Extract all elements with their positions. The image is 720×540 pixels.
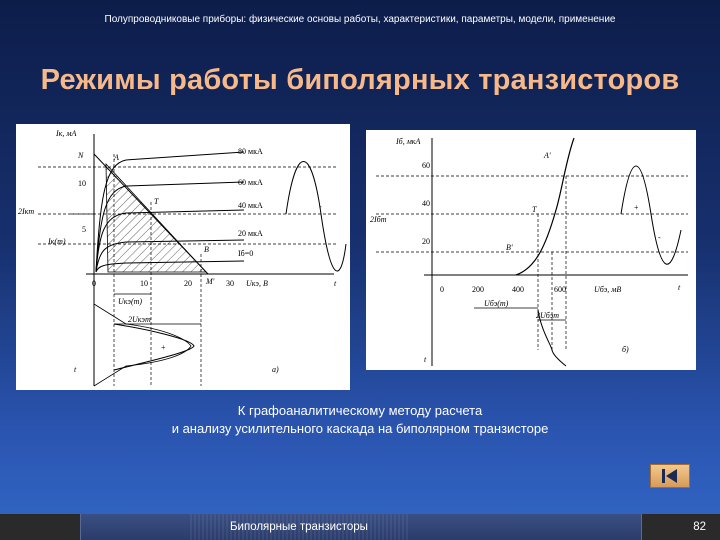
y-axis-label: Iк, мА (56, 129, 77, 138)
left-label: 2Iбm (370, 215, 387, 224)
y-tick: 40 (422, 199, 430, 208)
point-label: B' (506, 243, 513, 252)
x-axis-label: Uбэ, мВ (594, 285, 622, 294)
bottom-label: t (74, 365, 77, 374)
left-label: 2Iкm (18, 207, 35, 216)
bottom-label: 2Uкэm (128, 315, 151, 324)
page-number: 82 (693, 521, 706, 533)
point-label: A (114, 153, 119, 162)
point-label: T (532, 205, 537, 214)
output-characteristics-figure (16, 124, 350, 390)
x-tick: 600 (554, 285, 566, 294)
point-label: M' (206, 277, 215, 286)
bottom-label: a) (272, 365, 279, 374)
x-tick: 10 (140, 279, 148, 288)
point-label: T (154, 197, 159, 206)
bottom-label: 2Uбэm (536, 311, 559, 320)
curve-label: 40 мкА (238, 201, 263, 210)
input-characteristic-figure (366, 130, 696, 370)
y-tick: 60 (422, 161, 430, 170)
curve-label: Iб=0 (238, 249, 254, 258)
x-tick: 0 (92, 279, 96, 288)
bottom-label: Uкэ(т) (118, 297, 143, 306)
bottom-label: t (334, 279, 337, 288)
output-characteristics-plot (16, 124, 350, 390)
bottom-label: + (161, 343, 166, 352)
left-label: Iк(т) (48, 237, 66, 246)
curve-label: 80 мкА (238, 147, 263, 156)
y-tick: 10 (78, 179, 86, 188)
bottom-label: t (424, 355, 427, 364)
slide-title: Режимы работы биполярных транзисторов (40, 64, 680, 96)
point-label: B (204, 245, 209, 254)
caption-line-1: К графоаналитическому методу расчета (237, 403, 483, 418)
x-tick: 30 (226, 279, 234, 288)
y-axis-label: Iб, мкА (396, 137, 421, 146)
bottom-label: Uбэ(т) (484, 299, 509, 308)
point-label: N (78, 151, 84, 160)
y-tick: 20 (422, 237, 430, 246)
input-characteristic-plot (366, 130, 696, 370)
caption-line-2: и анализу усилительного каскада на биполярном транзисторе (171, 421, 549, 436)
figure-caption (0, 402, 720, 438)
curve-label: 20 мкА (238, 229, 263, 238)
bottom-label: t (678, 283, 681, 292)
bottom-label: + (634, 203, 639, 212)
bottom-label: - (658, 233, 661, 242)
x-tick: 20 (184, 279, 192, 288)
x-tick: 0 (440, 285, 444, 294)
presentation-header (0, 0, 720, 40)
x-tick: 200 (472, 285, 484, 294)
bottom-label: б) (622, 345, 629, 354)
header-text: Полупроводниковые приборы: физические основы работы, характеристики, параметры, модели, применение (104, 14, 616, 25)
x-axis-label: Uкэ, В (246, 279, 268, 288)
first-slide-icon (651, 465, 689, 487)
point-label: A' (544, 151, 551, 160)
curve-label: 60 мкА (238, 178, 263, 187)
first-slide-button[interactable] (650, 464, 690, 488)
footer-label: Биполярные транзисторы (190, 514, 410, 540)
bottom-label: - (319, 202, 322, 211)
y-tick: 5 (82, 225, 86, 234)
x-tick: 400 (512, 285, 524, 294)
